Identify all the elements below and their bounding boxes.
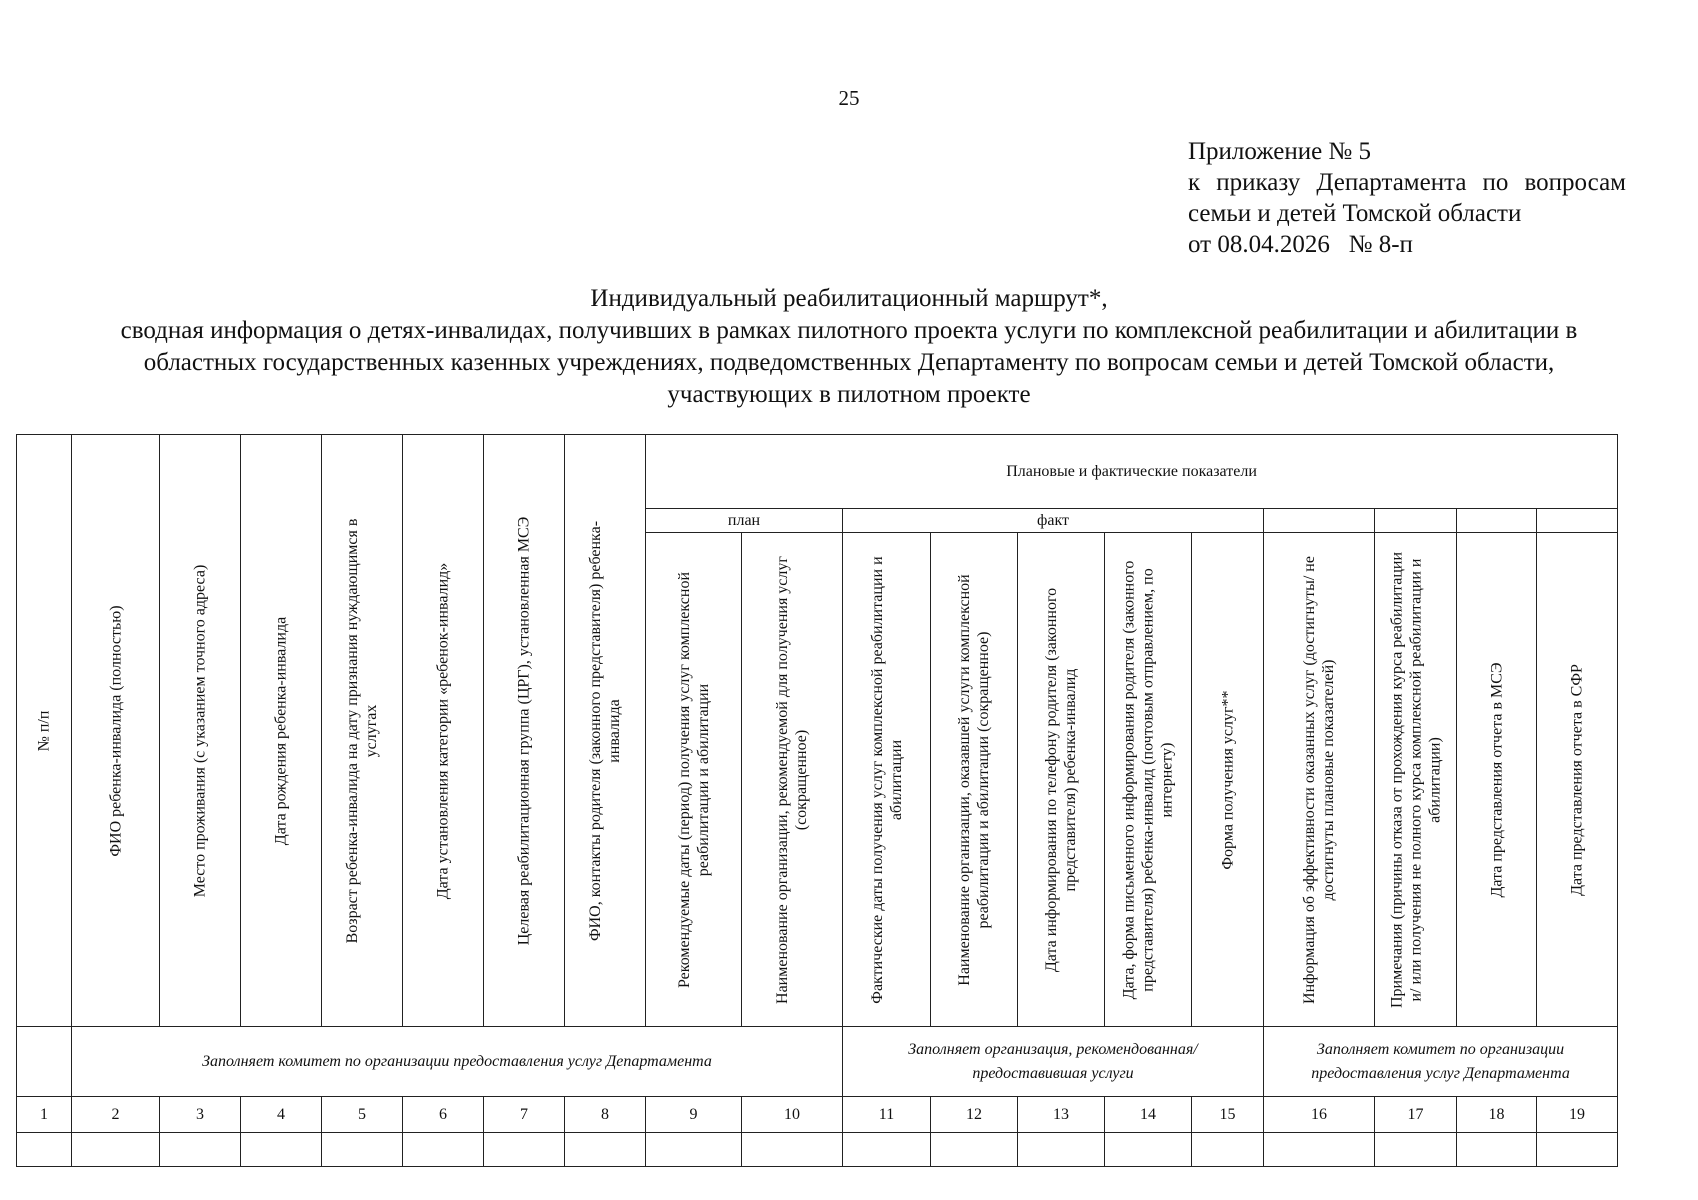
- data-cell: [1457, 1133, 1537, 1167]
- empty-header-cell: [1537, 509, 1618, 533]
- column-number: 1: [17, 1097, 72, 1133]
- col-header-10: Наименование организации, рекомендуемой для получения услуг (сокращенное): [742, 533, 843, 1027]
- column-number: 5: [322, 1097, 403, 1133]
- data-cell: [241, 1133, 322, 1167]
- column-number: 10: [742, 1097, 843, 1133]
- data-cell: [322, 1133, 403, 1167]
- appendix-title: Приложение № 5: [1188, 138, 1372, 165]
- col-header-3: Место проживания (с указанием точного адреса): [160, 435, 241, 1027]
- empty-header-cell: [1264, 509, 1375, 533]
- data-cell: [931, 1133, 1018, 1167]
- col-header-5: Возраст ребенка-инвалида на дату признания нуждающимся в услугах: [322, 435, 403, 1027]
- data-cell: [565, 1133, 646, 1167]
- data-cell: [646, 1133, 742, 1167]
- data-cell: [1264, 1133, 1375, 1167]
- route-table: [16, 434, 1618, 1167]
- column-numbers-row: [17, 1097, 1618, 1133]
- col-header-7: Целевая реабилитационная группа (ЦРГ), установленная МСЭ: [484, 435, 565, 1027]
- col-header-1: № п/п: [17, 435, 72, 1027]
- column-number: 6: [403, 1097, 484, 1133]
- col-header-15: Форма получения услуг**: [1192, 533, 1264, 1027]
- col-header-17: Примечания (причины отказа от прохождения курса реабилитации и/ или получения не полного курса комплексной реабилитации и абилитации): [1375, 533, 1457, 1027]
- col-header-9: Рекомендуемые даты (период) получения услуг комплексной реабилитации и абилитации: [646, 533, 742, 1027]
- column-number: 16: [1264, 1097, 1375, 1133]
- title-line-3: областных государственных казенных учреждениях, подведомственных Департаменту по вопросам семьи и детей Томской области,: [143, 349, 1555, 376]
- col-header-12: Наименование организации, оказавшей услуги комплексной реабилитации и абилитации (сокращенное): [931, 533, 1018, 1027]
- fill-note-empty-cell: [17, 1027, 72, 1097]
- data-cell: [1105, 1133, 1192, 1167]
- data-cell: [1375, 1133, 1457, 1167]
- column-number: 9: [646, 1097, 742, 1133]
- col-header-14: Дата, форма письменного информирования родителя (законного представителя) ребенка-инвалид (почтовым отправлением, по интернету): [1105, 533, 1192, 1027]
- column-number: 18: [1457, 1097, 1537, 1133]
- col-header-6: Дата установления категории «ребенок-инвалид»: [403, 435, 484, 1027]
- col-header-13: Дата информирования по телефону родителя (законного представителя) ребенка-инвалид: [1018, 533, 1105, 1027]
- empty-header-cell: [1457, 509, 1537, 533]
- data-cell: [1192, 1133, 1264, 1167]
- appendix-date-line: от 08.04.2026 № 8-п: [1188, 231, 1413, 258]
- page-number: 25: [838, 86, 860, 110]
- data-cell: [1537, 1133, 1618, 1167]
- fact-header: факт: [843, 509, 1264, 533]
- column-number: 2: [72, 1097, 160, 1133]
- appendix-block: [1188, 136, 1628, 260]
- appendix-order-line: к приказу Департамента по вопросам: [1188, 169, 1626, 196]
- column-number: 19: [1537, 1097, 1618, 1133]
- title-line-2: сводная информация о детях-инвалидах, получивших в рамках пилотного проекта услуги по комплексной реабилитации и абилитации в: [120, 317, 1578, 344]
- col-header-18: Дата представления отчета в МСЭ: [1457, 533, 1537, 1027]
- fill-note-organization: Заполняет организация, рекомендованная/ предоставившая услуги: [843, 1027, 1264, 1097]
- appendix-department-line: семьи и детей Томской области: [1188, 200, 1522, 227]
- col-header-11: Фактические даты получения услуг комплексной реабилитации и абилитации: [843, 533, 931, 1027]
- column-number: 14: [1105, 1097, 1192, 1133]
- column-number: 4: [241, 1097, 322, 1133]
- col-header-2: ФИО ребенка-инвалида (полностью): [72, 435, 160, 1027]
- fill-note-committee: Заполняет комитет по организации предоставления услуг Департамента: [1264, 1027, 1618, 1097]
- col-header-19: Дата представления отчета в СФР: [1537, 533, 1618, 1027]
- column-number: 7: [484, 1097, 565, 1133]
- col-header-16: Информация об эффективности оказанных услуг (достигнуты/ не достигнуты плановые показателей): [1264, 533, 1375, 1027]
- title-line-4: участвующих в пилотном проекте: [667, 381, 1031, 408]
- column-number: 12: [931, 1097, 1018, 1133]
- column-number: 17: [1375, 1097, 1457, 1133]
- data-cell: [742, 1133, 843, 1167]
- data-cell: [72, 1133, 160, 1167]
- column-number: 15: [1192, 1097, 1264, 1133]
- column-number: 3: [160, 1097, 241, 1133]
- fill-note-department: Заполняет комитет по организации предоставления услуг Департамента: [72, 1027, 843, 1097]
- column-number: 11: [843, 1097, 931, 1133]
- data-cell: [484, 1133, 565, 1167]
- data-cell: [1018, 1133, 1105, 1167]
- col-header-8: ФИО, контакты родителя (законного представителя) ребенка-инвалида: [565, 435, 646, 1027]
- empty-data-row: [17, 1133, 1618, 1167]
- col-header-4: Дата рождения ребенка-инвалида: [241, 435, 322, 1027]
- title-line-1: Индивидуальный реабилитационный маршрут*,: [590, 285, 1108, 312]
- data-cell: [160, 1133, 241, 1167]
- column-number: 13: [1018, 1097, 1105, 1133]
- plan-header: план: [646, 509, 843, 533]
- column-number: 8: [565, 1097, 646, 1133]
- document-title: [40, 283, 1658, 411]
- data-cell: [403, 1133, 484, 1167]
- data-cell: [843, 1133, 931, 1167]
- plan-fact-header: Плановые и фактические показатели: [646, 435, 1618, 509]
- empty-header-cell: [1375, 509, 1457, 533]
- data-cell: [17, 1133, 72, 1167]
